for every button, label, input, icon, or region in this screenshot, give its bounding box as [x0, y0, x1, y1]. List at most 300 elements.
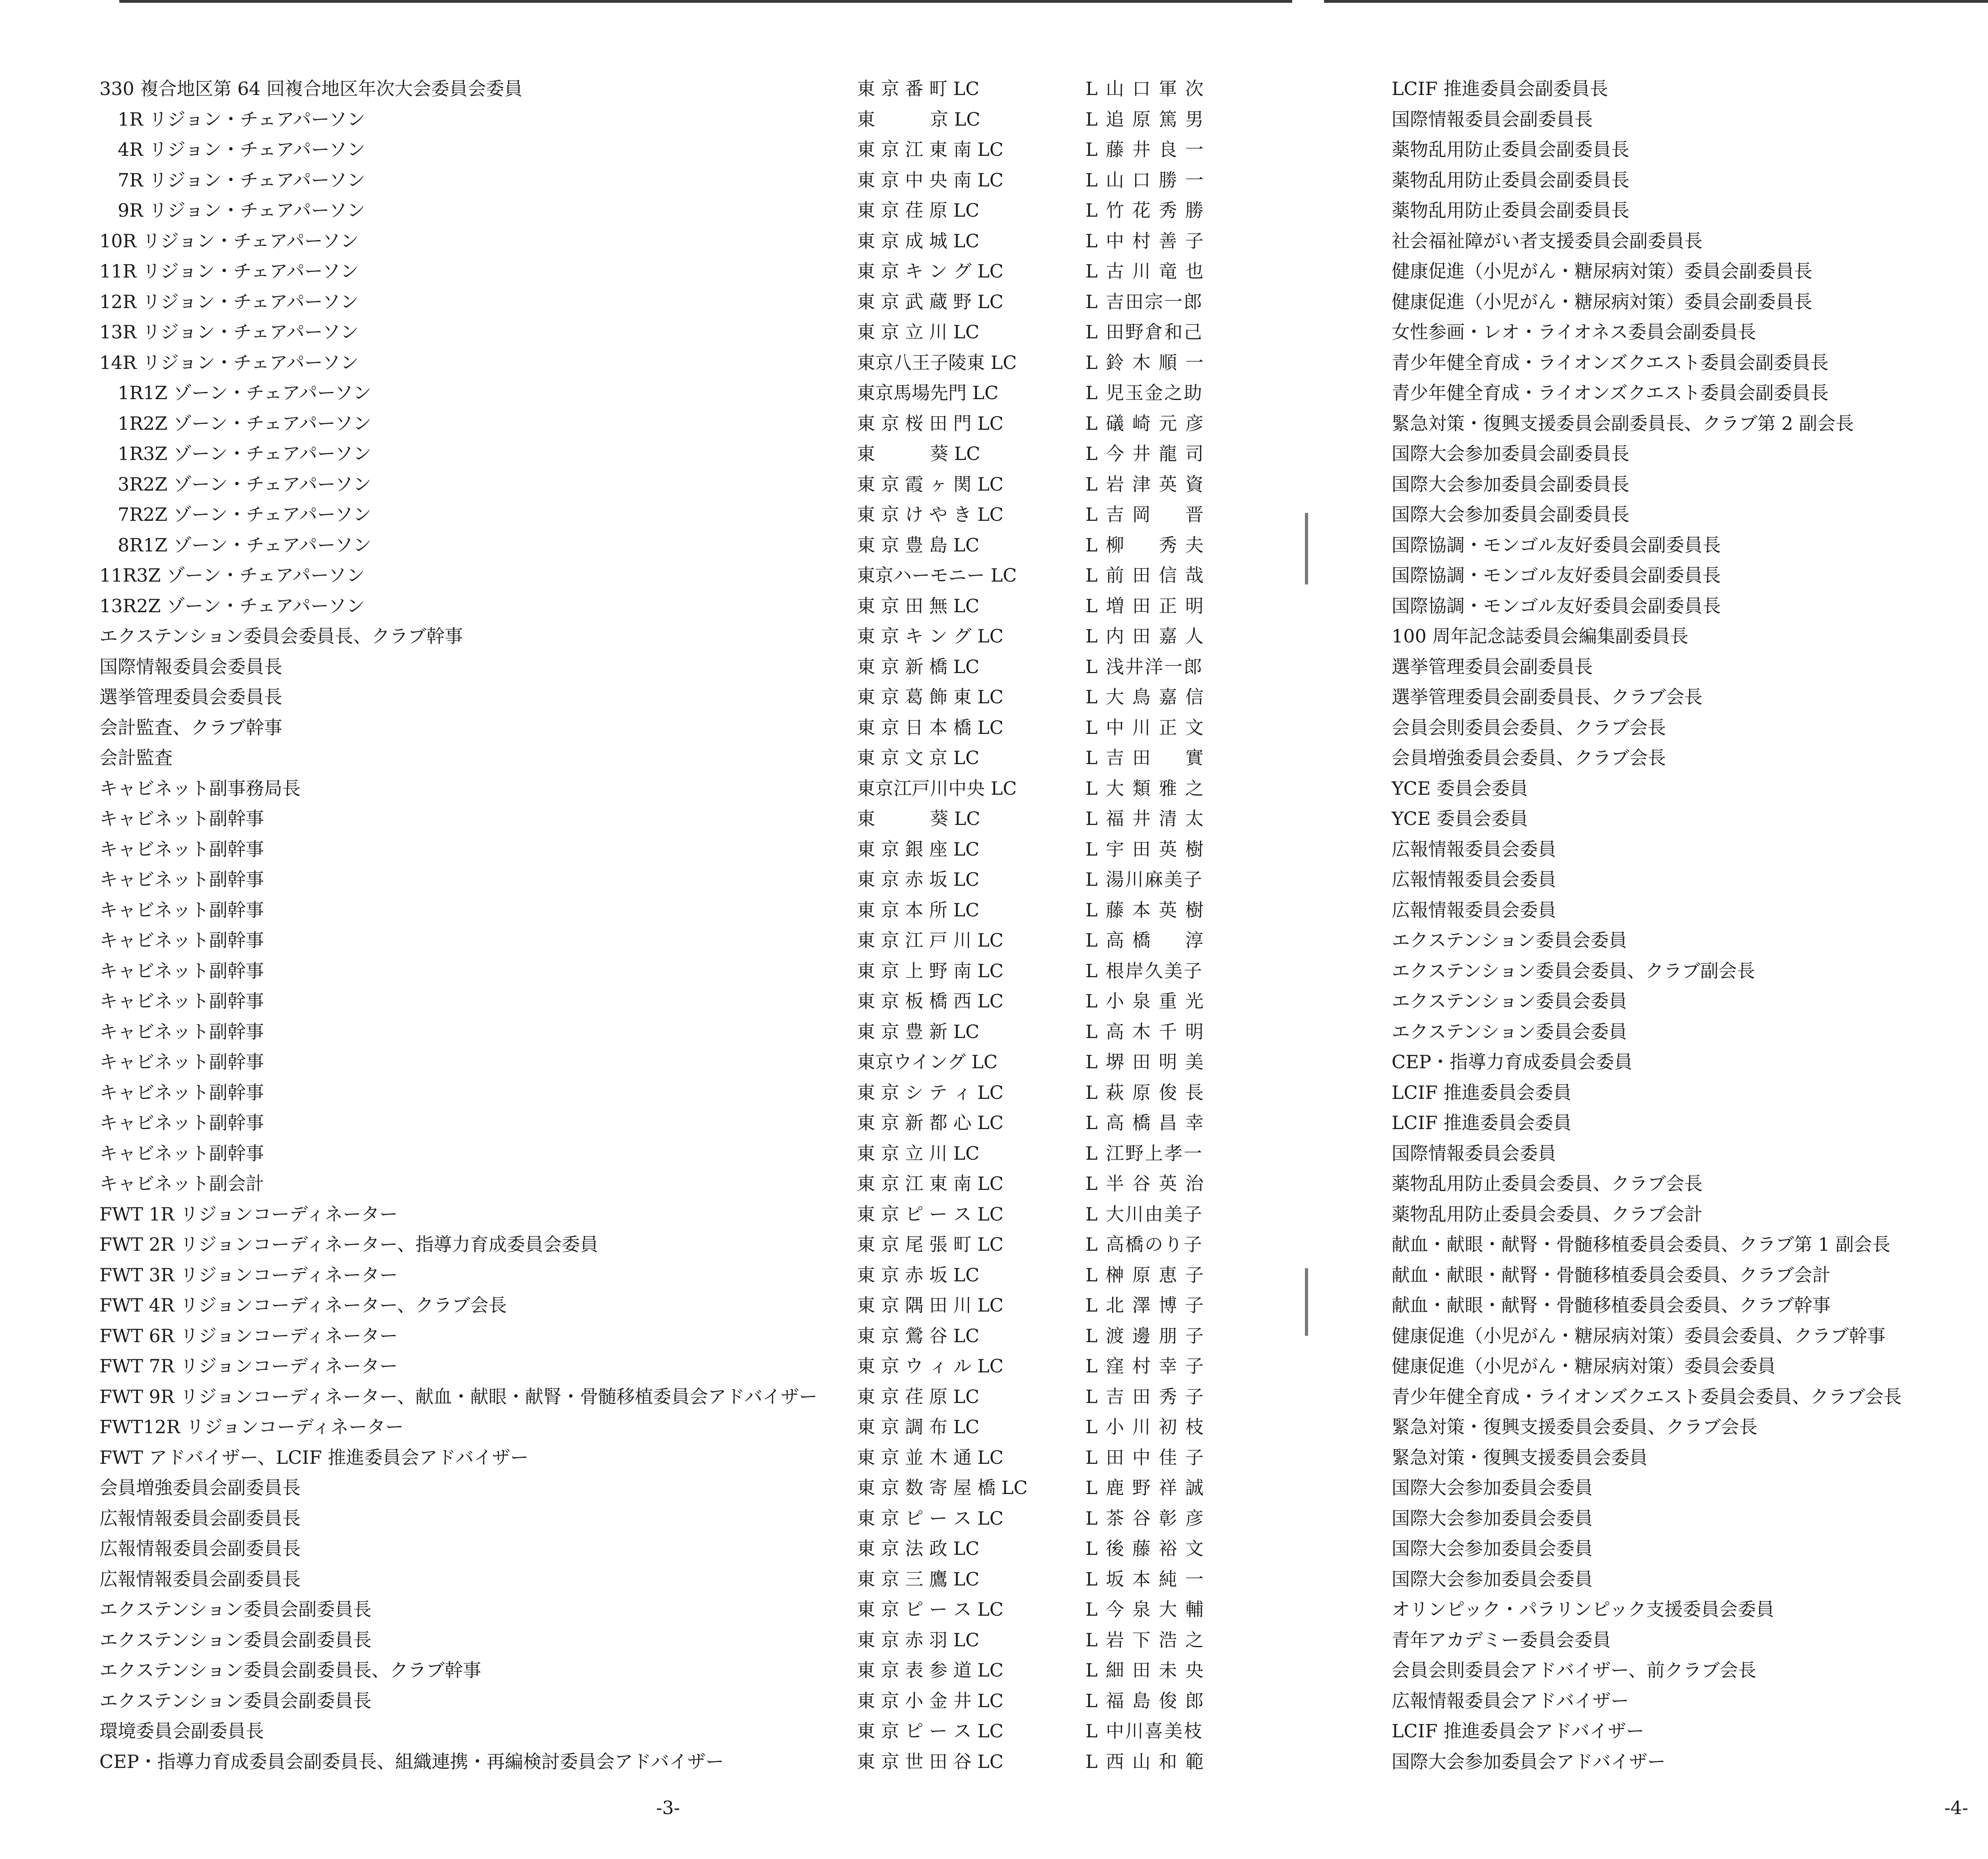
club-name: 東 京 江 戸 川 LC: [857, 930, 1004, 951]
roster-row: [1392, 407, 1988, 438]
club-name: 東 京 中 央 南 LC: [857, 169, 1004, 191]
role-text: 14R リジョン・チェアパーソン: [99, 351, 359, 373]
role-text: 会員増強委員会副委員長: [99, 1477, 301, 1499]
member-name: L 礒 崎 元 彦: [1085, 412, 1205, 434]
club-name: 東 京 本 所 LC: [857, 899, 980, 921]
club-name: 東京馬場先門 LC: [857, 382, 999, 404]
member-name: L 根岸久美子: [1085, 960, 1204, 982]
role-text: 選挙管理委員会委員長: [99, 686, 282, 708]
club-name: 東 京 シ テ ィ LC: [857, 1081, 1004, 1103]
member-name: L 古 川 竜 也: [1085, 260, 1205, 282]
club-name: 東 京 キ ン グ LC: [857, 260, 1004, 282]
roster-row: [1392, 194, 1988, 225]
role-text: 会員会則委員会アドバイザー、前クラブ会長: [1392, 1659, 1757, 1681]
roster-row: [1392, 1532, 1988, 1563]
role-text: 青年アカデミー委員会委員: [1392, 1629, 1611, 1651]
role-text: 8R1Z ゾーン・チェアパーソン: [99, 534, 371, 556]
role-text: 国際大会参加委員会委員: [1392, 1538, 1593, 1560]
role-text: 国際情報委員会副委員長: [1392, 108, 1593, 130]
club-name: 東京ウイング LC: [857, 1051, 998, 1073]
role-text: 1R2Z ゾーン・チェアパーソン: [99, 412, 371, 434]
member-name: L 中川喜美枝: [1085, 1720, 1204, 1742]
role-text: 広報情報委員会アドバイザー: [1392, 1690, 1629, 1712]
roster-row: [99, 1106, 1332, 1137]
role-text: FWT 6R リジョンコーディネーター: [99, 1325, 398, 1347]
role-text: 薬物乱用防止委員会副委員長: [1392, 200, 1629, 221]
roster-row: [1392, 1745, 1988, 1776]
member-name: L 前 田 信 哉: [1085, 565, 1205, 586]
member-name: L 追 原 篤 男: [1085, 108, 1205, 130]
role-text: キャビネット副幹事: [99, 930, 264, 951]
roster-row: [1392, 559, 1988, 590]
roster-row: [99, 863, 1332, 894]
member-name: L 大川由美子: [1085, 1203, 1204, 1225]
roster-row: [1392, 924, 1988, 955]
role-text: 社会福祉障がい者支援委員会副委員長: [1392, 230, 1703, 252]
role-text: 会計監査: [99, 747, 173, 769]
club-name: 東 京 豊 島 LC: [857, 534, 980, 556]
role-text: エクステンション委員会副委員長、クラブ幹事: [99, 1659, 481, 1681]
roster-row: [1392, 1137, 1988, 1168]
roster-row: [99, 772, 1332, 803]
page-number-right: -4-: [1944, 1797, 1969, 1818]
club-name: 東 京 新 橋 LC: [857, 656, 980, 677]
roster-row: [1392, 498, 1988, 529]
role-text: 広報情報委員会委員: [1392, 899, 1556, 921]
club-name: 東 京 番 町 LC: [857, 78, 980, 100]
role-text: エクステンション委員会委員長、クラブ幹事: [99, 625, 463, 647]
role-text: 献血・献眼・献腎・骨髄移植委員会委員、クラブ会計: [1392, 1264, 1831, 1286]
role-text: 献血・献眼・献腎・骨髄移植委員会委員、クラブ幹事: [1392, 1294, 1831, 1316]
roster-row: [1392, 225, 1988, 255]
roster-row: [1392, 1624, 1988, 1654]
role-text: 1R リジョン・チェアパーソン: [99, 108, 365, 130]
club-name: 東京江戸川中央 LC: [857, 777, 1017, 799]
roster-row: [99, 924, 1332, 955]
roster-row: [99, 1441, 1332, 1472]
member-name: L 吉 田 秀 子: [1085, 1386, 1205, 1407]
member-name: L 大 類 雅 之: [1085, 777, 1205, 799]
roster-row: [99, 1228, 1332, 1259]
member-name: L 鹿 野 祥 誠: [1085, 1477, 1205, 1499]
roster-row: [1392, 650, 1988, 681]
role-text: 10R リジョン・チェアパーソン: [99, 230, 359, 252]
club-name: 東 京 法 政 LC: [857, 1538, 980, 1560]
roster-row: [1392, 681, 1988, 711]
role-text: キャビネット副幹事: [99, 838, 264, 860]
role-text: FWT 9R リジョンコーディネーター、献血・献眼・献腎・骨髄移植委員会アドバイザー: [99, 1386, 817, 1407]
member-name: L 高 木 千 明: [1085, 1021, 1205, 1042]
member-name: L 細 田 未 央: [1085, 1659, 1205, 1681]
club-name: 東 京 三 鷹 LC: [857, 1568, 980, 1590]
role-text: FWT 7R リジョンコーディネーター: [99, 1355, 398, 1377]
role-text: 健康促進（小児がん・糖尿病対策）委員会委員、クラブ幹事: [1392, 1325, 1885, 1347]
club-name: 東 京 赤 坂 LC: [857, 1264, 980, 1286]
role-text: 国際協調・モンゴル友好委員会副委員長: [1392, 595, 1721, 617]
role-text: 健康促進（小児がん・糖尿病対策）委員会副委員長: [1392, 291, 1812, 312]
roster-row: [99, 72, 1332, 103]
role-text: 1R3Z ゾーン・チェアパーソン: [99, 443, 371, 465]
roster-row: [1392, 1441, 1988, 1472]
role-text: 健康促進（小児がん・糖尿病対策）委員会委員: [1392, 1355, 1776, 1377]
roster-row: [99, 1624, 1332, 1654]
roster-row: [1392, 1593, 1988, 1624]
roster-row: [99, 255, 1332, 285]
roster-row: [1392, 772, 1988, 803]
role-text: FWT12R リジョンコーディネーター: [99, 1416, 404, 1438]
left-page: [99, 72, 1332, 1776]
role-text: 会員増強委員会委員、クラブ会長: [1392, 747, 1666, 769]
roster-row: [99, 133, 1332, 164]
member-name: L 湯川麻美子: [1085, 869, 1204, 891]
club-name: 東 葵 LC: [857, 808, 980, 830]
roster-row: [99, 681, 1332, 711]
roster-row: [99, 741, 1332, 772]
roster-row: [1392, 1502, 1988, 1533]
roster-row: [99, 285, 1332, 316]
club-name: 東 葵 LC: [857, 443, 980, 465]
member-name: L 高 橋 昌 幸: [1085, 1112, 1205, 1134]
roster-row: [99, 376, 1332, 407]
member-name: L 藤 本 英 樹: [1085, 899, 1205, 921]
roster-row: [1392, 955, 1988, 985]
role-text: YCE 委員会委員: [1392, 777, 1528, 799]
right-page: [1392, 72, 1988, 1776]
club-name: 東 京 赤 羽 LC: [857, 1629, 980, 1651]
role-text: キャビネット副幹事: [99, 990, 264, 1012]
club-name: 東 京 世 田 谷 LC: [857, 1750, 1004, 1772]
member-name: L 坂 本 純 一: [1085, 1568, 1205, 1590]
member-name: L 内 田 嘉 人: [1085, 625, 1205, 647]
role-text: FWT 3R リジョンコーディネーター: [99, 1264, 398, 1286]
role-text: 国際大会参加委員会委員: [1392, 1477, 1593, 1499]
roster-row: [99, 529, 1332, 559]
member-name: L 堺 田 明 美: [1085, 1051, 1205, 1073]
member-name: L 高橋のり子: [1085, 1234, 1204, 1256]
member-name: L 田野倉和己: [1085, 321, 1204, 343]
role-text: キャビネット副幹事: [99, 808, 264, 830]
roster-row: [1392, 1684, 1988, 1715]
roster-row: [1392, 529, 1988, 559]
member-name: L 江野上孝一: [1085, 1142, 1204, 1164]
club-name: 東 京 ピ ー ス LC: [857, 1720, 1004, 1742]
roster-row: [1392, 437, 1988, 468]
roster-row: [99, 1532, 1332, 1563]
roster-row: [1392, 590, 1988, 620]
role-text: エクステンション委員会委員: [1392, 990, 1627, 1012]
member-name: L 浅井洋一郎: [1085, 656, 1204, 677]
role-text: YCE 委員会委員: [1392, 808, 1528, 830]
role-text: 3R2Z ゾーン・チェアパーソン: [99, 473, 371, 495]
role-text: 会計監査、クラブ幹事: [99, 716, 282, 738]
club-name: 東 京 ピ ー ス LC: [857, 1599, 1004, 1620]
club-name: 東 京 け や き LC: [857, 504, 1004, 526]
role-text: 広報情報委員会副委員長: [99, 1568, 301, 1590]
roster-row: [99, 711, 1332, 742]
roster-row: [99, 1076, 1332, 1107]
role-text: 選挙管理委員会副委員長: [1392, 656, 1593, 677]
club-name: 東 京 文 京 LC: [857, 747, 980, 769]
role-text: 4R リジョン・チェアパーソン: [99, 139, 365, 161]
role-text: 100 周年記念誌委員会編集副委員長: [1392, 625, 1689, 647]
roster-row: [1392, 1350, 1988, 1380]
roster-row: [1392, 1471, 1988, 1502]
role-text: 広報情報委員会副委員長: [99, 1507, 301, 1529]
role-text: 国際大会参加委員会委員: [1392, 1507, 1593, 1529]
roster-row: [99, 1684, 1332, 1715]
roster-row: [1392, 255, 1988, 285]
roster-row: [1392, 741, 1988, 772]
roster-row: [1392, 1259, 1988, 1289]
roster-row: [1392, 711, 1988, 742]
role-text: 7R2Z ゾーン・チェアパーソン: [99, 504, 371, 526]
role-text: キャビネット副幹事: [99, 1081, 264, 1103]
role-text: LCIF 推進委員会アドバイザー: [1392, 1720, 1644, 1742]
role-text: 青少年健全育成・ライオンズクエスト委員会副委員長: [1392, 382, 1829, 404]
club-name: 東 京 ウ ィ ル LC: [857, 1355, 1004, 1377]
role-text: 7R リジョン・チェアパーソン: [99, 169, 365, 191]
role-text: 13R2Z ゾーン・チェアパーソン: [99, 595, 365, 617]
member-name: L 渡 邊 朋 子: [1085, 1325, 1205, 1347]
roster-row: [1392, 1198, 1988, 1228]
roster-row: [99, 1198, 1332, 1228]
role-text: FWT 2R リジョンコーディネーター、指導力育成委員会委員: [99, 1234, 598, 1256]
role-text: キャビネット副事務局長: [99, 777, 301, 799]
club-name: 東 京 隅 田 川 LC: [857, 1294, 1004, 1316]
role-text: 薬物乱用防止委員会副委員長: [1392, 169, 1629, 191]
club-name: 東 京 新 都 心 LC: [857, 1112, 1004, 1134]
member-name: L 山 口 軍 次: [1085, 78, 1205, 100]
club-name: 東 京 ピ ー ス LC: [857, 1203, 1004, 1225]
role-text: 国際大会参加委員会委員: [1392, 1568, 1593, 1590]
role-text: 薬物乱用防止委員会委員、クラブ会長: [1392, 1173, 1703, 1195]
role-text: 青少年健全育成・ライオンズクエスト委員会副委員長: [1392, 351, 1829, 373]
member-name: L 田 中 佳 子: [1085, 1446, 1205, 1468]
role-text: 会員会則委員会委員、クラブ会長: [1392, 716, 1666, 738]
role-text: FWT 1R リジョンコーディネーター: [99, 1203, 398, 1225]
roster-row: [99, 802, 1332, 833]
club-name: 東 京 江 東 南 LC: [857, 139, 1004, 161]
roster-row: [1392, 468, 1988, 499]
roster-row: [1392, 1563, 1988, 1593]
roster-row: [99, 1046, 1332, 1076]
club-name: 東 京 尾 張 町 LC: [857, 1234, 1004, 1256]
member-name: L 茶 谷 彰 彦: [1085, 1507, 1205, 1529]
roster-row: [99, 1167, 1332, 1198]
top-rule-right: [1324, 0, 1988, 3]
roster-row: [1392, 894, 1988, 924]
role-text: 献血・献眼・献腎・骨髄移植委員会委員、クラブ第 1 副会長: [1392, 1234, 1891, 1256]
member-name: L 中 村 善 子: [1085, 230, 1205, 252]
member-name: L 小 川 初 枝: [1085, 1416, 1205, 1438]
roster-row: [99, 316, 1332, 346]
roster-row: [99, 620, 1332, 650]
member-name: L 榊 原 恵 子: [1085, 1264, 1205, 1286]
roster-row: [99, 985, 1332, 1015]
member-name: L 福 井 清 太: [1085, 808, 1205, 830]
role-text: 12R リジョン・チェアパーソン: [99, 291, 359, 312]
roster-row: [99, 103, 1332, 134]
roster-row: [1392, 1654, 1988, 1684]
roster-row: [1392, 863, 1988, 894]
club-name: 東 京 荏 原 LC: [857, 1386, 980, 1407]
member-name: L 福 島 俊 郎: [1085, 1690, 1205, 1712]
club-name: 東 京 赤 坂 LC: [857, 869, 980, 891]
role-text: 1R1Z ゾーン・チェアパーソン: [99, 382, 371, 404]
club-name: 東 京 キ ン グ LC: [857, 625, 1004, 647]
role-text: FWT アドバイザー、LCIF 推進委員会アドバイザー: [99, 1446, 529, 1468]
roster-row: [1392, 133, 1988, 164]
roster-row: [1392, 316, 1988, 346]
club-name: 東 京 豊 新 LC: [857, 1021, 980, 1042]
member-name: L 後 藤 裕 文: [1085, 1538, 1205, 1560]
member-name: L 中 川 正 文: [1085, 716, 1205, 738]
club-name: 東 京 武 蔵 野 LC: [857, 291, 1004, 312]
club-name: 東 京 数 寄 屋 橋 LC: [857, 1477, 1028, 1499]
club-name: 東 京 表 参 道 LC: [857, 1659, 1004, 1681]
club-name: 東 京 鶯 谷 LC: [857, 1325, 980, 1347]
member-name: L 吉田宗一郎: [1085, 291, 1204, 312]
roster-row: [99, 1654, 1332, 1684]
role-text: 国際情報委員会委員長: [99, 656, 282, 677]
roster-row: [1392, 985, 1988, 1015]
roster-row: [99, 955, 1332, 985]
roster-row: [1392, 346, 1988, 377]
role-text: キャビネット副幹事: [99, 869, 264, 891]
top-rule-left: [119, 0, 1292, 3]
club-name: 東 京 成 城 LC: [857, 230, 980, 252]
roster-row: [99, 1320, 1332, 1350]
club-name: 東 京 並 木 通 LC: [857, 1446, 1004, 1468]
role-text: エクステンション委員会副委員長: [99, 1690, 372, 1712]
member-name: L 今 泉 大 輔: [1085, 1599, 1205, 1620]
roster-row: [99, 833, 1332, 864]
roster-row: [1392, 1076, 1988, 1107]
role-text: 薬物乱用防止委員会副委員長: [1392, 139, 1629, 161]
roster-row: [99, 498, 1332, 529]
member-name: L 今 井 龍 司: [1085, 443, 1205, 465]
member-name: L 西 山 和 範: [1085, 1750, 1205, 1772]
role-text: 広報情報委員会副委員長: [99, 1538, 301, 1560]
role-text: キャビネット副幹事: [99, 1051, 264, 1073]
roster-row: [99, 407, 1332, 438]
roster-row: [99, 225, 1332, 255]
roster-row: [1392, 376, 1988, 407]
role-text: エクステンション委員会副委員長: [99, 1599, 372, 1620]
role-text: 国際情報委員会委員: [1392, 1142, 1556, 1164]
role-text: LCIF 推進委員会委員: [1392, 1081, 1572, 1103]
roster-row: [99, 590, 1332, 620]
club-name: 東 京 葛 飾 東 LC: [857, 686, 1004, 708]
roster-row: [1392, 1320, 1988, 1350]
club-name: 東 京 荏 原 LC: [857, 200, 980, 221]
role-text: 広報情報委員会委員: [1392, 869, 1556, 891]
member-name: L 鈴 木 順 一: [1085, 351, 1205, 373]
member-name: L 山 口 勝 一: [1085, 169, 1205, 191]
roster-row: [1392, 1289, 1988, 1320]
role-text: CEP・指導力育成委員会副委員長、組織連携・再編検討委員会アドバイザー: [99, 1750, 724, 1772]
member-name: L 竹 花 秀 勝: [1085, 200, 1205, 221]
club-name: 東京八王子陵東 LC: [857, 351, 1017, 373]
role-text: 11R3Z ゾーン・チェアパーソン: [99, 565, 365, 586]
role-text: LCIF 推進委員会副委員長: [1392, 78, 1608, 100]
role-text: 選挙管理委員会副委員長、クラブ会長: [1392, 686, 1703, 708]
role-text: 国際大会参加委員会副委員長: [1392, 504, 1629, 526]
member-name: L 藤 井 良 一: [1085, 139, 1205, 161]
club-name: 東 京 立 川 LC: [857, 1142, 980, 1164]
roster-row: [99, 1137, 1332, 1168]
roster-row: [1392, 1106, 1988, 1137]
roster-row: [99, 1380, 1332, 1411]
role-text: 330 複合地区第 64 回複合地区年次大会委員会委員: [99, 78, 523, 100]
role-text: 広報情報委員会委員: [1392, 838, 1556, 860]
roster-row: [99, 1563, 1332, 1593]
club-name: 東 京 上 野 南 LC: [857, 960, 1004, 982]
role-text: 9R リジョン・チェアパーソン: [99, 200, 365, 221]
role-text: キャビネット副幹事: [99, 1021, 264, 1042]
role-text: 緊急対策・復興支援委員会委員、クラブ会長: [1392, 1416, 1757, 1438]
role-text: エクステンション委員会副委員長: [99, 1629, 372, 1651]
club-name: 東 京 田 無 LC: [857, 595, 980, 617]
roster-row: [99, 1289, 1332, 1320]
roster-row: [99, 1015, 1332, 1046]
roster-row: [99, 1745, 1332, 1776]
member-name: L 半 谷 英 治: [1085, 1173, 1205, 1195]
role-text: 健康促進（小児がん・糖尿病対策）委員会副委員長: [1392, 260, 1812, 282]
role-text: FWT 4R リジョンコーディネーター、クラブ会長: [99, 1294, 507, 1316]
roster-row: [1392, 1411, 1988, 1441]
club-name: 東 京 桜 田 門 LC: [857, 412, 1004, 434]
roster-row: [99, 346, 1332, 377]
roster-row: [99, 1259, 1332, 1289]
member-name: L 小 泉 重 光: [1085, 990, 1205, 1012]
roster-row: [1392, 1715, 1988, 1745]
role-text: 緊急対策・復興支援委員会委員: [1392, 1446, 1648, 1468]
role-text: 国際大会参加委員会副委員長: [1392, 443, 1629, 465]
club-name: 東 京 立 川 LC: [857, 321, 980, 343]
roster-row: [1392, 1167, 1988, 1198]
club-name: 東京ハーモニー LC: [857, 565, 1017, 586]
club-name: 東 京 江 東 南 LC: [857, 1173, 1004, 1195]
member-name: L 柳 秀 夫: [1085, 534, 1205, 556]
role-text: 女性参画・レオ・ライオネス委員会副委員長: [1392, 321, 1756, 343]
role-text: 13R リジョン・チェアパーソン: [99, 321, 359, 343]
member-name: L 児玉金之助: [1085, 382, 1204, 404]
role-text: オリンピック・パラリンピック支援委員会委員: [1392, 1599, 1774, 1620]
page-number-left: -3-: [656, 1797, 680, 1818]
role-text: エクステンション委員会委員: [1392, 1021, 1627, 1042]
roster-row: [1392, 72, 1988, 103]
member-name: L 窪 村 幸 子: [1085, 1355, 1205, 1377]
member-name: L 萩 原 俊 長: [1085, 1081, 1205, 1103]
roster-row: [1392, 1046, 1988, 1076]
club-name: 東 京 LC: [857, 108, 980, 130]
role-text: キャビネット副会計: [99, 1173, 264, 1195]
roster-row: [99, 164, 1332, 194]
role-text: LCIF 推進委員会委員: [1392, 1112, 1572, 1134]
role-text: 国際協調・モンゴル友好委員会副委員長: [1392, 534, 1721, 556]
roster-row: [1392, 1015, 1988, 1046]
roster-row: [99, 1593, 1332, 1624]
role-text: 国際協調・モンゴル友好委員会副委員長: [1392, 565, 1721, 586]
roster-row: [1392, 164, 1988, 194]
role-text: CEP・指導力育成委員会委員: [1392, 1051, 1633, 1073]
roster-row: [99, 1350, 1332, 1380]
roster-row: [99, 559, 1332, 590]
member-name: L 吉 岡 晋: [1085, 504, 1205, 526]
club-name: 東 京 霞 ヶ 関 LC: [857, 473, 1004, 495]
roster-row: [1392, 833, 1988, 864]
